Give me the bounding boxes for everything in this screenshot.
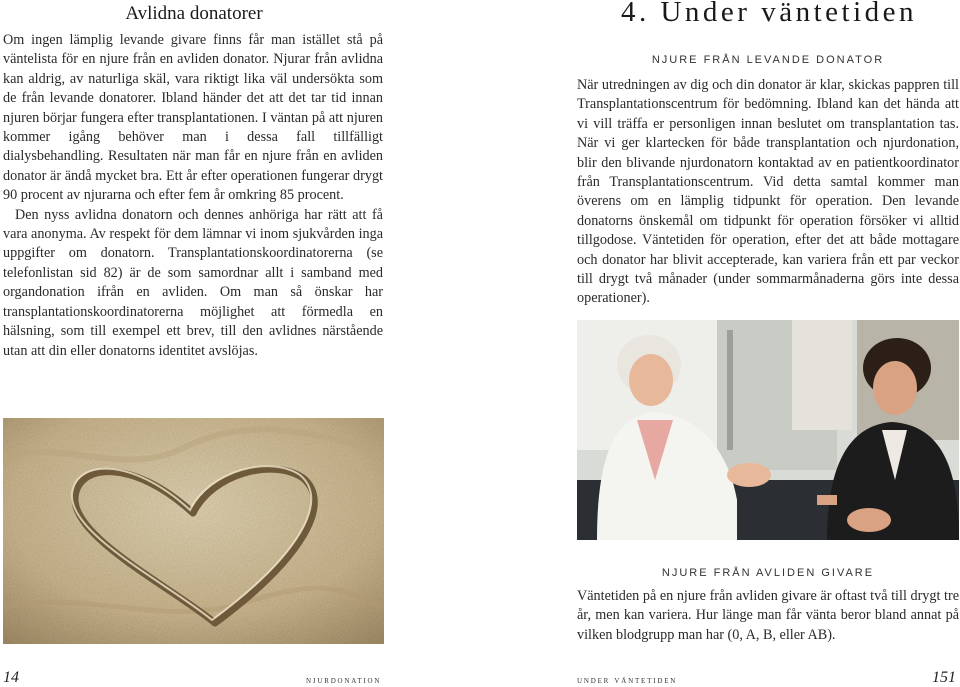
right-footer-label: under väntetiden xyxy=(577,675,678,686)
section-heading-deceased-donor: NJURE FRÅN AVLIDEN GIVARE xyxy=(661,567,875,579)
left-page-body xyxy=(3,31,383,361)
photo-heart-in-sand xyxy=(3,418,384,644)
left-page-number: 14 xyxy=(3,669,19,686)
right-page-section1 xyxy=(577,76,959,309)
left-footer-label: njurdonation xyxy=(306,675,382,686)
right-page-number: 151 xyxy=(932,669,956,686)
left-paragraph-2: Den nyss avlidna donatorn och dennes anhöriga har rätt att få vara anonyma. Av respekt för dem lämnar vi inom sjukvården inga uppgifter om donatorn. Transplantationskoordinatorerna (se telefonlistan sid 82) är de som samordnar allt i samband med organdonation ifrån en avliden. Om man så önskar har transplantationskoordinatorerna möjlighet att förmedla en hälsning, som till exempel ett brev, till den avlidnes närstående utan att din eller donatorns identitet avslöjas. xyxy=(3,206,383,359)
section2-paragraph: Väntetiden på en njure från avliden givare är oftast två till drygt tre år, men kan variera. Hur länge man får vänta beror bland annat på vilken blodgrupp man har (0, A, B, eller AB). xyxy=(577,588,959,643)
left-page-heading: Avlidna donatorer xyxy=(125,3,263,24)
consultation-image xyxy=(577,320,959,540)
section-heading-living-donor: NJURE FRÅN LEVANDE DONATOR xyxy=(651,54,885,66)
photo-consultation xyxy=(577,320,959,540)
left-paragraph-1: Om ingen lämplig levande givare finns får man istället stå på väntelista för en njure från en avliden donator. Njurar från avlidna kan aldrig, av naturliga skäl, vara riktigt lika väl undersökta som de från levande donatorer. Ibland händer det att det tar tid innan njuren börjar fungera efter transplantationen. I väntan på att njuren kommer igång behöver man i dessa fall tillfälligt dialysbehandling. Resultaten när man får en njure från en avliden donator är ändå mycket bra. Ett år efter operationen fungerar drygt 90 procent av njurarna och efter fem år omkring 85 procent. xyxy=(3,32,383,204)
right-page-heading: 4. Under väntetiden xyxy=(620,0,917,28)
heart-in-sand-image xyxy=(3,418,384,644)
right-page-section2 xyxy=(577,587,959,645)
section1-paragraph: När utredningen av dig och din donator är klar, skickas pappren till Transplantationscentrum för bedömning. Ibland kan det hända att vi vill träffa er personligen innan beslutet om transplantation tas. När vi ger klartecken för både transplantation och njurdonation, blir den blivande njurdonatorn kontaktad av en patientkoordinator från Transplantationscentrum. Vid detta samtal kommer man överens om en lämplig tidpunkt för operation. Den levande donatorns önskemål om tidpunkt för operation försöker vi alltid tillgodose. Väntetiden för operation, efter det att både mottagare och donator har blivit accepterade, kan variera från ett par veckor till drygt två månader (under sommarmånaderna görs inte dessa operationer). xyxy=(577,77,959,307)
